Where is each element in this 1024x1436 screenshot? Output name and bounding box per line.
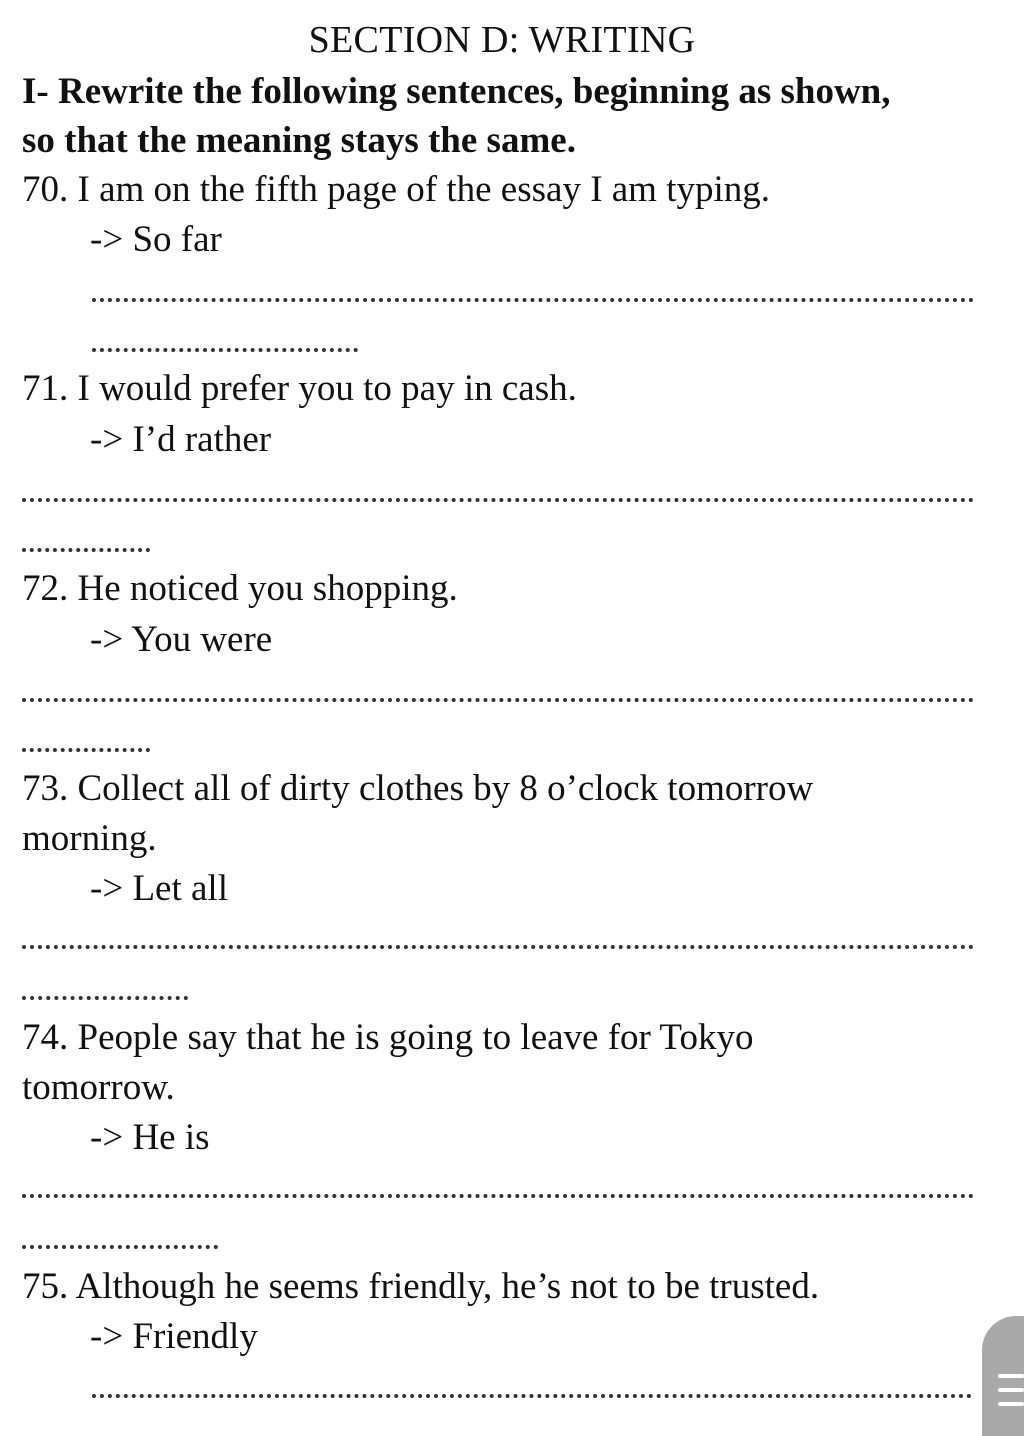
answer-line-71a[interactable] <box>22 498 974 502</box>
answer-line-75a[interactable] <box>92 1394 972 1398</box>
answer-line-71b[interactable] <box>22 548 150 552</box>
answer-line-73a[interactable] <box>22 945 974 949</box>
answer-line-72b[interactable] <box>22 748 150 752</box>
section-title: SECTION D: WRITING <box>308 19 696 61</box>
question-74-text-2: tomorrow. <box>22 1067 175 1108</box>
question-72-text: 72. He noticed you shopping. <box>22 568 458 609</box>
question-73-prompt: -> Let all <box>90 868 228 909</box>
scroll-handle[interactable] <box>982 1316 1024 1436</box>
question-70-text: 70. I am on the fifth page of the essay I am typing. <box>22 169 771 210</box>
question-75-prompt: -> Friendly <box>90 1316 258 1357</box>
instruction-line-2: so that the meaning stays the same. <box>22 120 576 161</box>
grip-line-icon <box>998 1402 1024 1406</box>
answer-line-73b[interactable] <box>22 996 188 1000</box>
question-74-prompt: -> He is <box>90 1117 210 1158</box>
answer-line-74a[interactable] <box>22 1194 974 1198</box>
question-72-prompt: -> You were <box>90 619 273 660</box>
answer-line-70a[interactable] <box>92 298 974 302</box>
answer-line-72a[interactable] <box>22 698 974 702</box>
answer-line-70b[interactable] <box>92 348 358 352</box>
question-73-text-2: morning. <box>22 818 157 859</box>
question-70-prompt: -> So far <box>90 219 222 260</box>
grip-line-icon <box>998 1374 1024 1378</box>
question-71-text: 71. I would prefer you to pay in cash. <box>22 368 577 409</box>
grip-line-icon <box>998 1388 1024 1392</box>
question-74-text-1: 74. People say that he is going to leave for Tokyo <box>22 1017 754 1058</box>
question-71-prompt: -> I’d rather <box>90 419 272 460</box>
instruction-line-1: I- Rewrite the following sentences, beginning as shown, <box>22 71 891 112</box>
question-75-text: 75. Although he seems friendly, he’s not to be trusted. <box>22 1266 820 1307</box>
answer-line-74b[interactable] <box>22 1245 218 1249</box>
question-73-text-1: 73. Collect all of dirty clothes by 8 o’clock tomorrow <box>22 768 814 809</box>
